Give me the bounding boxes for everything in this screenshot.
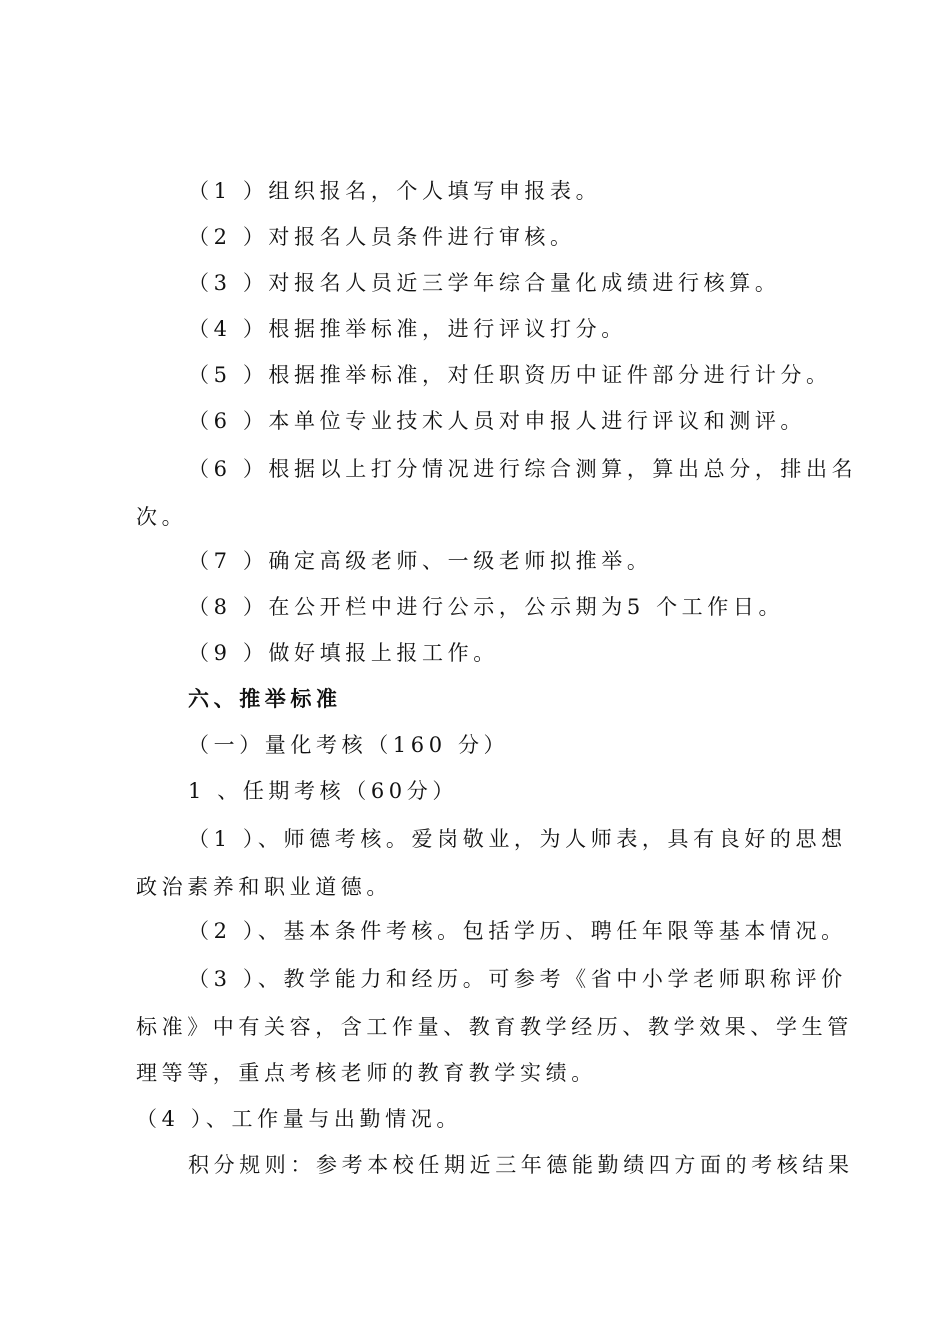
- criterion-teaching-ability-continued-1: 标准》中有关容，含工作量、教育教学经历、教学效果、学生管: [136, 1015, 853, 1039]
- section-heading: 六、推举标准: [188, 686, 342, 711]
- criterion-workload-attendance: （4 ）、工作量与出勤情况。: [136, 1107, 462, 1131]
- procedure-step-5: （5 ）根据推举标准，对任职资历中证件部分进行计分。: [188, 363, 832, 387]
- criterion-teaching-ability-continued-2: 理等等，重点考核老师的教育教学实绩。: [136, 1061, 597, 1085]
- criterion-teaching-ability: （3 ）、教学能力和经历。可参考《省中小学老师职称评价: [188, 967, 847, 991]
- procedure-step-6a: （6 ）本单位专业技术人员对申报人进行评议和测评。: [188, 409, 807, 433]
- procedure-step-9: （9 ）做好填报上报工作。: [188, 641, 499, 665]
- procedure-step-1: （1 ）组织报名，个人填写申报表。: [188, 179, 602, 203]
- procedure-step-6b-continued: 次。: [136, 505, 188, 529]
- subsection-quantified-assessment: （一）量化考核（160 分）: [188, 733, 510, 757]
- criterion-ethics: （1 ）、师德考核。爱岗敬业，为人师表，具有良好的思想: [188, 827, 847, 851]
- procedure-step-6b: （6 ）根据以上打分情况进行综合测算，算出总分，排出名: [188, 457, 858, 481]
- procedure-step-4: （4 ）根据推举标准，进行评议打分。: [188, 317, 627, 341]
- procedure-step-2: （2 ）对报名人员条件进行审核。: [188, 225, 576, 249]
- criterion-basic-conditions: （2 ）、基本条件考核。包括学历、聘任年限等基本情况。: [188, 919, 847, 943]
- procedure-step-8: （8 ）在公开栏中进行公示，公示期为5 个工作日。: [188, 595, 785, 619]
- item-term-assessment: 1 、任期考核（60分）: [188, 779, 458, 803]
- scoring-rules: 积分规则：参考本校任期近三年德能勤绩四方面的考核结果: [188, 1153, 854, 1177]
- criterion-ethics-continued: 政治素养和职业道德。: [136, 875, 392, 899]
- procedure-step-7: （7 ）确定高级老师、一级老师拟推举。: [188, 549, 653, 573]
- procedure-step-3: （3 ）对报名人员近三学年综合量化成绩进行核算。: [188, 271, 781, 295]
